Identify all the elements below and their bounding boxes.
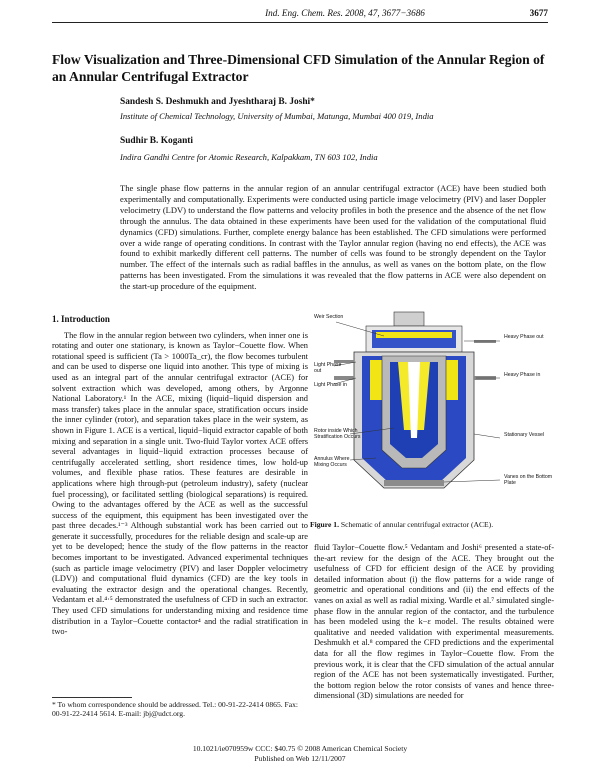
label-heavy-in: Heavy Phase in xyxy=(504,372,541,378)
label-light-in: Light Phase in xyxy=(314,382,347,388)
affiliation-1: Institute of Chemical Technology, University of Mumbai, Matunga, Mumbai 400 019, India xyxy=(120,111,434,121)
authors-group-1: Sandesh S. Deshmukh and Jyeshtharaj B. Joshi* xyxy=(120,97,315,107)
label-weir: Weir Section xyxy=(314,314,344,320)
page-number: 3677 xyxy=(529,8,548,18)
drive-shaft-housing xyxy=(394,312,424,326)
label-heavy-out: Heavy Phase out xyxy=(504,334,544,340)
paper-title: Flow Visualization and Three-Dimensional CFD Simulation of the Annular Region of an Annular Centrifugal Extractor xyxy=(52,52,545,84)
abstract: The single phase flow patterns in the annular region of an annular centrifugal extractor (ACE) have been studied both experimentally and computationally. Experiments were conducted using particle image velocimetry (PIV) and laser Doppler velocimetry (LDV) to understand the flow patterns and velocity profiles in both the presence and the absence of the net flow through the annulus. The data obtained in these experiments have been used for the validation of the computational fluid dynamics (CFD) simulations. Further, complete energy balance has been established. The CFD simulations were performed over a wide range of operating conditions. In contrast with the Taylor annular region (having no end effects), the ACE was found to exhibit markedly different cell patterns. The number of cells was found to be strongly dependent on the Taylor number. The effect of the internals such as radial baffles in the annulus, as well as vanes on the bottom plate, on the flow patterns has been investigated. From the simulations it was revealed that the flow patterns in ACE were also dependent on the start-up procedure of the equipment. xyxy=(120,183,546,292)
footnote-rule xyxy=(52,697,132,698)
footnote: * To whom correspondence should be addressed. Tel.: 00-91-22-2414 0865. Fax: 00-91-22-2414 5614. E-mail: jbj@udct.org. xyxy=(52,700,299,719)
caption-text: Schematic of annular centrifugal extractor (ACE). xyxy=(340,520,494,529)
weir-light-phase xyxy=(376,332,452,338)
right-column xyxy=(314,543,554,702)
intro-column xyxy=(52,314,308,638)
heavy-outlet-pipe xyxy=(474,340,496,343)
label-annulus: Annulus Where Mixing Occurs xyxy=(314,456,350,468)
label-vessel: Stationary Vessel xyxy=(504,432,545,438)
figure-caption xyxy=(310,520,558,529)
caption-label: Figure 1. xyxy=(310,520,339,529)
affiliation-2: Indira Gandhi Centre for Atomic Research, Kalpakkam, TN 603 102, India xyxy=(120,152,378,162)
figure-1-schematic xyxy=(314,310,554,500)
label-vanes: Vanes on the Bottom Plate xyxy=(504,474,553,486)
published-line: Published on Web 12/11/2007 xyxy=(254,754,346,763)
label-rotor: Rotor inside Which Stratification Occurs xyxy=(314,428,361,440)
journal-reference: Ind. Eng. Chem. Res. 2008, 47, 3677−3686 xyxy=(265,8,425,18)
running-header xyxy=(52,8,548,22)
intro-paragraph: The flow in the annular region between two cylinders, when inner one is rotating and outer one stationary, is known as Taylor−Couette flow. When rotational speed is sufficient (Ta > 1000Ta_cr), the flow becomes turbulent and can be used to disperse one liquid into another. This type of mixing is used as an integral part of the annular centrifugal extractor (ACE) for solvent extraction which was developed, among others, by Argonne National Laboratory.¹ In the ACE, mixing (liquid−liquid dispersion and mass transfer) takes place in the annular space, stratification occurs inside the inner cylinder (rotor), and separation takes place in the weir system, as shown in Figure 1. ACE is a vertical, liquid−liquid extractor capable of both mixing and separation in a single unit. Two-fluid Taylor vortex ACE offers several advantages in liquid−liquid extraction processes because of centrifugally accelerated settling, short residence times, low hold-up volumes, and flexible phase ratios. These features are desirable in applications where high through-put (petroleum industry), safety (nuclear fuel processing), or facilitated settling (biological separations) is required. Owing to the advantages offered by the ACE as well as the successful success of the equipment, this equipment has been investigated over the past three decades.¹⁻³ Although substantial work has been carried out to generate it successfully, procedures for the reliable design and scale-up are yet to be developed; hence the study of the flow patterns in the reactor becomes important to be investigated. Advanced experimental techniques (such as particle image velocimetry (PIV) and laser Doppler velocimetry (LDV)) and computational fluid dynamics (CFD) are the key tools in evaluating the extractor design and the operational changes. Recently, Vedantam et al.⁴·⁵ demonstrated the usefulness of CFD in such an extractor. They used CFD simulations for understanding mixing and residence time distribution in a Taylor−Couette contactor⁴ and the radial stratification in two- xyxy=(52,330,308,637)
label-light-present: Light Phase out xyxy=(314,362,342,374)
bottom-vanes xyxy=(384,480,444,486)
doi-line: 10.1021/ie070959w CCC: $40.75 © 2008 American Chemical Society xyxy=(192,744,408,753)
header-rule xyxy=(52,22,548,23)
right-paragraph: fluid Taylor−Couette flow.⁵ Vedantam and Joshi⁶ presented a state-of-the-art review for the design of the ACE. They brought out the usefulness of CFD for efficient design of the ACE by providing detailed information about (i) the flow patterns for a wide range of geometric and operational conditions and (ii) the end effects of the vanes on axial as well as radial mixing. Wardle et al.⁷ simulated single-phase flow in the annular region of the contactor, and the turbulence has been modeled using the k−ε model. The results obtained were qualitative and needed validation with experimental measurements. Deshmukh et al.⁸ compared the CFD predictions and the experimental data for all the flow regimes in Taylor−Couette flow. From the previous work, it is clear that the CFD simulation of the actual annular region of the ACE has not been systematically investigated. Further, the bottom region below the rotor consists of vanes and hence three-dimensional (3D) simulations are needed for xyxy=(314,543,554,701)
authors-group-2: Sudhir B. Koganti xyxy=(120,136,194,146)
section-heading: 1. Introduction xyxy=(52,314,110,324)
